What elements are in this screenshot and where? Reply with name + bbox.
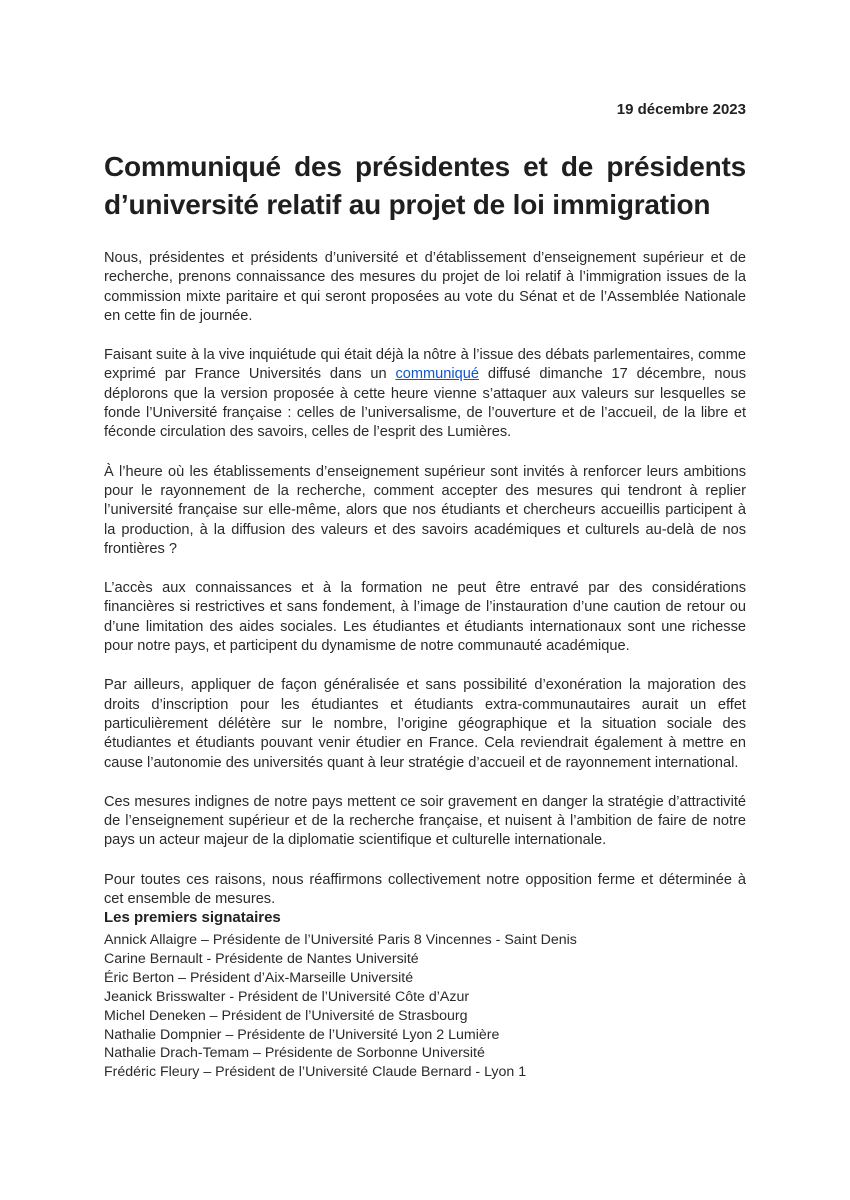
signatory-item: Carine Bernault - Présidente de Nantes Université bbox=[104, 950, 419, 967]
paragraph-2-text-start: Faisant suite à la vive inquiétude qui était déjà la nôtre à l’issue des débats parlementaires, comme exprimé par France Universités dans un bbox=[104, 347, 746, 383]
paragraph-2-text-end: diffusé dimanche 17 décembre, nous déplorons que la version proposée à cette heure vienne s’attaquer aux valeurs sur lesquelles se fonde l’Université française : celles de l’universalisme, de l’ouverture et de l’accueil, de la libre et féconde circulation des savoirs, celles de l’esprit des Lumières. bbox=[104, 366, 746, 441]
document-body bbox=[104, 249, 746, 929]
signatory-item: Michel Deneken – Président de l’Université de Strasbourg bbox=[104, 1007, 468, 1024]
communique-link[interactable]: communiqué bbox=[395, 366, 480, 383]
signatory-item: Annick Allaigre – Présidente de l’Université Paris 8 Vincennes - Saint Denis bbox=[104, 932, 577, 948]
document-date: 19 décembre 2023 bbox=[616, 101, 746, 118]
paragraph-3: À l’heure où les établissements d’enseignement supérieur sont invités à renforcer leurs ambitions pour le rayonnement de la recherche, comment accepter des mesures qui tendront à replier l’université française sur elle-même, alors que nos étudiants et chercheurs accueillis participent à la production, à la diffusion des valeurs et des savoirs académiques et culturels au-delà de nos frontières ? bbox=[104, 463, 746, 557]
signatory-item: Frédéric Fleury – Président de l’Université Claude Bernard - Lyon 1 bbox=[104, 1064, 527, 1081]
signatory-item: Nathalie Drach-Temam – Présidente de Sorbonne Université bbox=[104, 1045, 485, 1062]
paragraph-7: Pour toutes ces raisons, nous réaffirmons collectivement notre opposition ferme et déterminée à cet ensemble de mesures. bbox=[104, 871, 746, 908]
paragraph-5: Par ailleurs, appliquer de façon généralisée et sans possibilité d’exonération la majoration des droits d’inscription pour les étudiantes et étudiants extra-communautaires aurait un effet particulièrement délétère sur le nombre, l’origine géographique et la situation sociale des étudiantes et étudiants pouvant venir étudier en France. Cela reviendrait également à mettre en cause l’autonomie des universités quant à leur stratégie d’accueil et de rayonnement international. bbox=[104, 677, 746, 771]
paragraph-4: L’accès aux connaissances et à la formation ne peut être entravé par des considérations financières si restrictives et sans fondement, à l’image de l’instauration d’une caution de retour ou d’une limitation des aides sociales. Les étudiantes et étudiants internationaux sont une richesse pour notre pays, et participent du dynamisme de notre communauté académique. bbox=[104, 580, 746, 655]
signatories-list bbox=[104, 931, 577, 1082]
signatory-item: Éric Berton – Président d’Aix-Marseille Université bbox=[104, 969, 414, 986]
document-title: Communiqué des présidentes et de présidents d’université relatif au projet de loi immigration bbox=[104, 151, 746, 220]
paragraph-2 bbox=[104, 346, 746, 442]
signatories-heading: Les premiers signataires bbox=[104, 909, 281, 926]
signatory-item: Jeanick Brisswalter - Président de l’Université Côte d’Azur bbox=[104, 988, 470, 1005]
paragraph-1: Nous, présidentes et présidents d’université et d’établissement d’enseignement supérieur et de recherche, prenons connaissance des mesures du projet de loi relatif à l’immigration issues de la commission mixte paritaire et qui seront proposées au vote du Sénat et de l’Assemblée Nationale en cette fin de journée. bbox=[104, 250, 746, 324]
signatory-item: Nathalie Dompnier – Présidente de l’Université Lyon 2 Lumière bbox=[104, 1026, 500, 1043]
paragraph-6: Ces mesures indignes de notre pays mettent ce soir gravement en danger la stratégie d’attractivité de l’enseignement supérieur et de la recherche française, et nuisent à l’ambition de faire de notre pays un acteur majeur de la diplomatie scientifique et culturelle internationale. bbox=[104, 793, 746, 849]
